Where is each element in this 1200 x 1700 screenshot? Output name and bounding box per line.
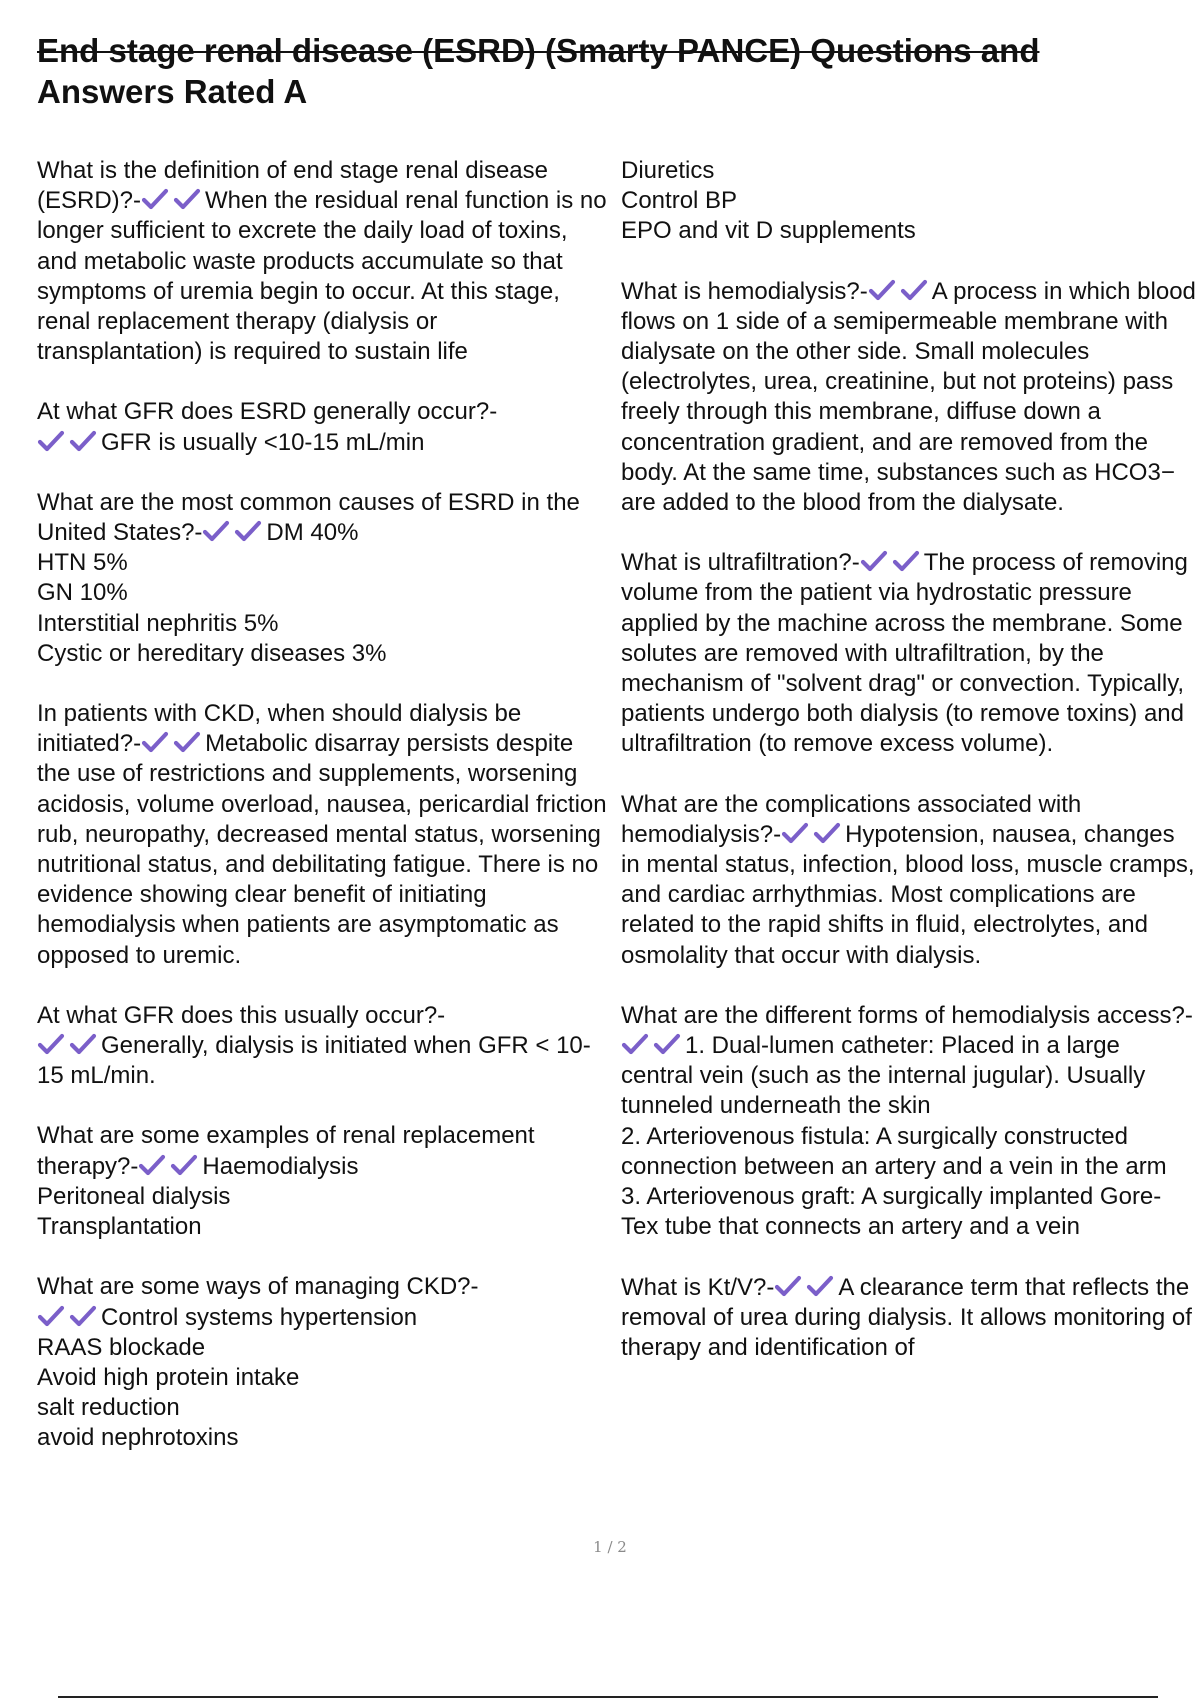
qa-item xyxy=(37,397,607,457)
answer-text: Generally, dialysis is initiated when GFR < 10-15 mL/min. xyxy=(37,1032,591,1090)
answer-text: DM 40% HTN 5% GN 10% Interstitial nephritis 5% Cystic or hereditary diseases 3% xyxy=(37,519,387,667)
question-text: At what GFR does this usually occur?- xyxy=(37,1001,446,1029)
checkmark-icon xyxy=(234,518,262,544)
checkmark-icon xyxy=(900,277,928,303)
checkmark-icon xyxy=(813,820,841,846)
answer-text: Hypotension, nausea, changes in mental status, infection, blood loss, muscle cramps, and cardiac arrhythmias. Most complications are related to the rapid shifts in fluid, electrolytes, and osmolality that occur with dialysis. xyxy=(621,820,1195,969)
checkmark-icon xyxy=(653,1031,681,1057)
checkmark-icon xyxy=(621,1031,649,1057)
answer-text: A process in which blood flows on 1 side of a semipermeable membrane with dialysate on the other side. Small molecules (electrolytes, urea, creatinine, but not proteins) pass freely through this membrane, diffuse down a concentration gradient, and are removed from the body. At the same time, substances such as HCO3− are added to the blood from the dialysate. xyxy=(621,277,1196,517)
qa-item xyxy=(37,488,607,669)
question-text: What are the different forms of hemodialysis access?- xyxy=(621,1001,1193,1029)
answer-text: When the residual renal function is no longer sufficient to excrete the daily load of toxins, and metabolic waste products accumulate so that symptoms of uremia begin to occur. At this stage, renal replacement therapy (dialysis or transplantation) is required to sustain life xyxy=(37,187,607,366)
question-text: What is Kt/V?- xyxy=(621,1273,775,1301)
question-text: In patients with CKD, when should dialysis be initiated?- xyxy=(37,700,522,758)
checkmark-icon xyxy=(69,428,97,454)
checkmark-icon xyxy=(138,1152,166,1178)
checkmark-icon xyxy=(170,1152,198,1178)
checkmark-icon xyxy=(860,548,888,574)
question-text: What is ultrafiltration?- xyxy=(621,549,860,577)
qa-item xyxy=(37,1001,607,1092)
answer-text: Control systems hypertension RAAS blockade Avoid high protein intake salt reduction avoid nephrotoxins xyxy=(37,1303,418,1452)
checkmark-icon xyxy=(781,820,809,846)
question-text: At what GFR does ESRD generally occur?- xyxy=(37,398,498,426)
qa-item xyxy=(37,156,607,367)
answer-text: Haemodialysis Peritoneal dialysis Transplantation xyxy=(37,1152,359,1241)
qa-item xyxy=(621,548,1196,759)
answer-text: The process of removing volume from the patient via hydrostatic pressure applied by the machine across the membrane. Some solutes are removed with ultrafiltration, by the mechanism of "solvent drag" or convection. Typically, patients undergo both dialysis (to remove toxins) and ultrafiltration (to remove excess volume). xyxy=(621,549,1188,758)
checkmark-icon xyxy=(173,729,201,755)
answer-text: GFR is usually <10-15 mL/min xyxy=(101,428,425,456)
question-text: What is the definition of end stage renal disease (ESRD)?- xyxy=(37,157,548,215)
question-text: What are the most common causes of ESRD in the United States?- xyxy=(37,488,580,547)
checkmark-icon xyxy=(806,1273,834,1299)
left-column xyxy=(37,156,607,1454)
title-line-1: End stage renal disease (ESRD) (Smarty PANCE) Questions and xyxy=(37,32,1040,69)
checkmark-icon xyxy=(37,1031,65,1057)
qa-item xyxy=(37,699,607,971)
qa-item xyxy=(621,1273,1196,1364)
question-text: What are some examples of renal replacement therapy?- xyxy=(37,1122,535,1180)
bottom-divider xyxy=(58,1696,1158,1698)
question-text: What is hemodialysis?- xyxy=(621,277,868,305)
right-column xyxy=(621,156,1196,1363)
checkmark-icon xyxy=(37,428,65,454)
answer-text: A clearance term that reflects the removal of urea during dialysis. It allows monitoring of therapy and identification of xyxy=(621,1273,1192,1361)
checkmark-icon xyxy=(141,729,169,755)
checkmark-icon xyxy=(892,548,920,574)
question-text: What are the complications associated with hemodialysis?- xyxy=(621,790,1082,848)
checkmark-icon xyxy=(37,1303,65,1329)
question-text: What are some ways of managing CKD?- xyxy=(37,1273,479,1301)
checkmark-icon xyxy=(69,1031,97,1057)
qa-item xyxy=(37,1121,607,1242)
page-number: 1 / 2 xyxy=(593,1538,627,1556)
title-line-2: Answers Rated A xyxy=(37,73,308,110)
checkmark-icon xyxy=(868,277,896,303)
checkmark-icon xyxy=(173,186,201,212)
qa-item xyxy=(37,1272,607,1453)
checkmark-icon xyxy=(69,1303,97,1329)
document-title xyxy=(37,30,1157,112)
answer-text: Metabolic disarray persists despite the use of restrictions and supplements, worsening acidosis, volume overload, nausea, pericardial friction rub, neuropathy, decreased mental status, worsening nutritional status, and debilitating fatigue. There is no evidence showing clear benefit of initiating hemodialysis when patients are asymptomatic as opposed to uremic. xyxy=(37,730,607,969)
answer-text: 1. Dual-lumen catheter: Placed in a large central vein (such as the internal jugular). Usually tunneled underneath the skin 2. Arteriovenous fistula: A surgically constructed connection between an artery and a vein in the arm 3. Arteriovenous graft: A surgically implanted Gore-Tex tube that connects an artery and a vein xyxy=(621,1032,1167,1241)
checkmark-icon xyxy=(141,186,169,212)
qa-item xyxy=(621,1001,1196,1243)
qa-item xyxy=(621,790,1196,971)
checkmark-icon xyxy=(774,1273,802,1299)
checkmark-icon xyxy=(202,518,230,544)
continued-answer: Diuretics Control BP EPO and vit D supplements xyxy=(621,157,916,245)
qa-item xyxy=(621,277,1196,519)
